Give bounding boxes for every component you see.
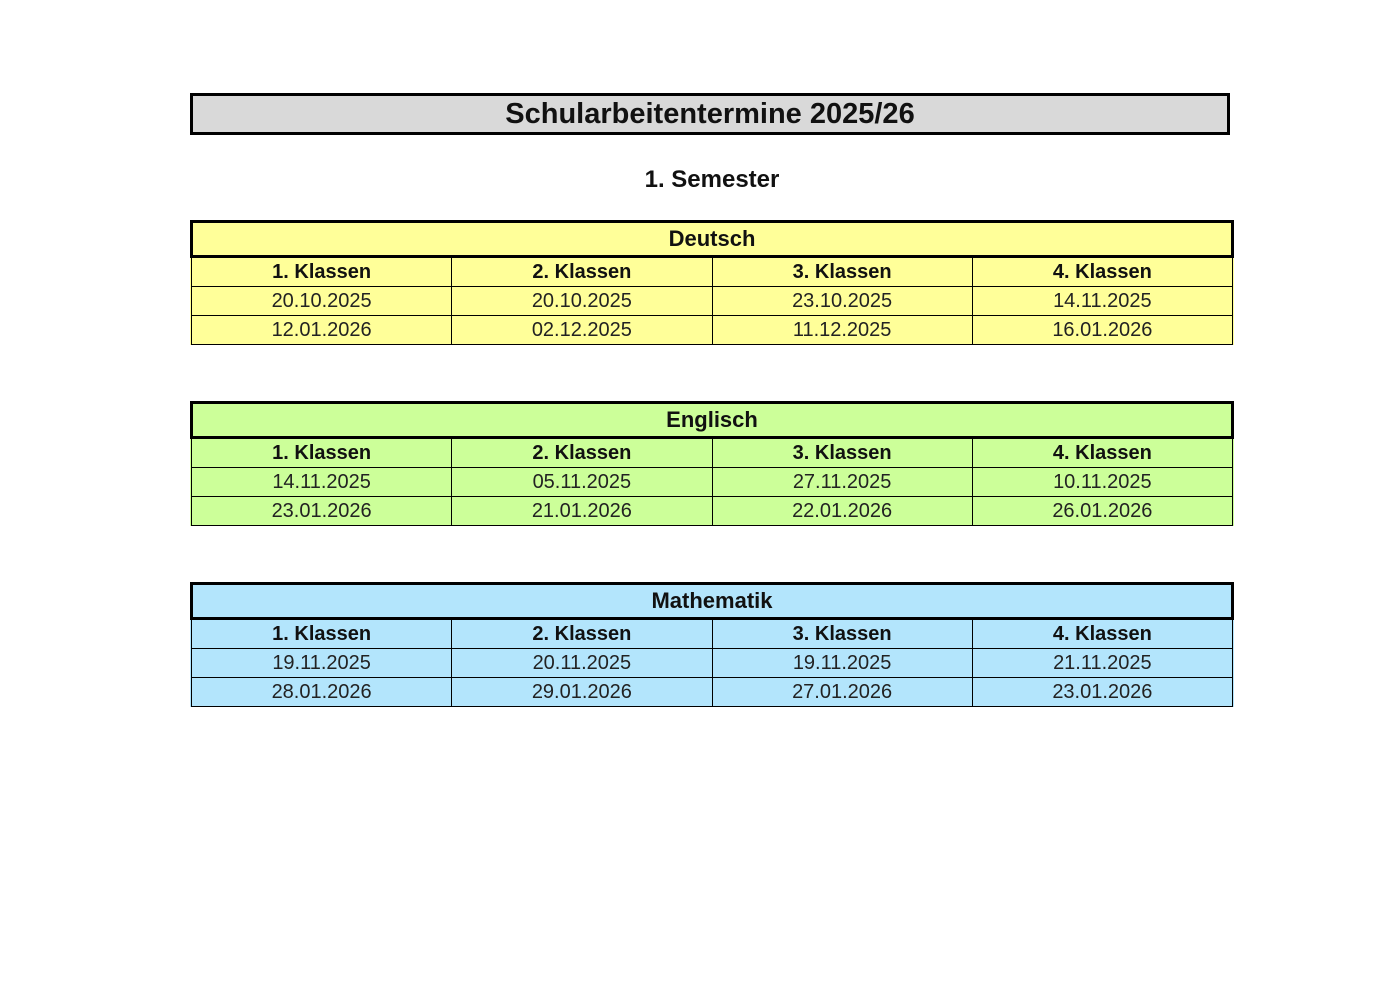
table-row	[192, 287, 1233, 316]
subject-title: Deutsch	[192, 222, 1233, 257]
table-row	[192, 468, 1233, 497]
subject-table-deutsch	[190, 220, 1234, 345]
date-cell: 14.11.2025	[192, 468, 452, 497]
date-cell: 20.10.2025	[192, 287, 452, 316]
date-cell: 20.10.2025	[452, 287, 712, 316]
document-title: Schularbeitentermine 2025/26	[190, 93, 1230, 135]
column-header: 3. Klassen	[712, 619, 972, 649]
date-cell: 19.11.2025	[712, 649, 972, 678]
table-row	[192, 316, 1233, 345]
date-cell: 22.01.2026	[712, 497, 972, 526]
date-cell: 26.01.2026	[972, 497, 1232, 526]
subject-table-mathematik	[190, 582, 1234, 707]
table-row	[192, 678, 1233, 707]
column-header: 2. Klassen	[452, 619, 712, 649]
date-cell: 12.01.2026	[192, 316, 452, 345]
date-cell: 23.10.2025	[712, 287, 972, 316]
date-cell: 19.11.2025	[192, 649, 452, 678]
date-cell: 28.01.2026	[192, 678, 452, 707]
date-cell: 02.12.2025	[452, 316, 712, 345]
table-row	[192, 497, 1233, 526]
date-cell: 05.11.2025	[452, 468, 712, 497]
column-header: 2. Klassen	[452, 257, 712, 287]
date-cell: 10.11.2025	[972, 468, 1232, 497]
semester-heading: 1. Semester	[644, 166, 780, 193]
date-cell: 21.11.2025	[972, 649, 1232, 678]
column-header: 1. Klassen	[192, 619, 452, 649]
date-cell: 14.11.2025	[972, 287, 1232, 316]
column-header: 3. Klassen	[712, 438, 972, 468]
date-cell: 20.11.2025	[452, 649, 712, 678]
table-row	[192, 649, 1233, 678]
date-cell: 29.01.2026	[452, 678, 712, 707]
column-header: 2. Klassen	[452, 438, 712, 468]
date-cell: 11.12.2025	[712, 316, 972, 345]
subject-title: Mathematik	[192, 584, 1233, 619]
date-cell: 27.11.2025	[712, 468, 972, 497]
date-cell: 21.01.2026	[452, 497, 712, 526]
date-cell: 27.01.2026	[712, 678, 972, 707]
date-cell: 23.01.2026	[972, 678, 1232, 707]
column-header: 1. Klassen	[192, 438, 452, 468]
column-header: 1. Klassen	[192, 257, 452, 287]
column-header: 4. Klassen	[972, 438, 1232, 468]
subject-table-englisch	[190, 401, 1234, 526]
date-cell: 16.01.2026	[972, 316, 1232, 345]
date-cell: 23.01.2026	[192, 497, 452, 526]
column-header: 4. Klassen	[972, 257, 1232, 287]
column-header: 4. Klassen	[972, 619, 1232, 649]
subject-title: Englisch	[192, 403, 1233, 438]
column-header: 3. Klassen	[712, 257, 972, 287]
